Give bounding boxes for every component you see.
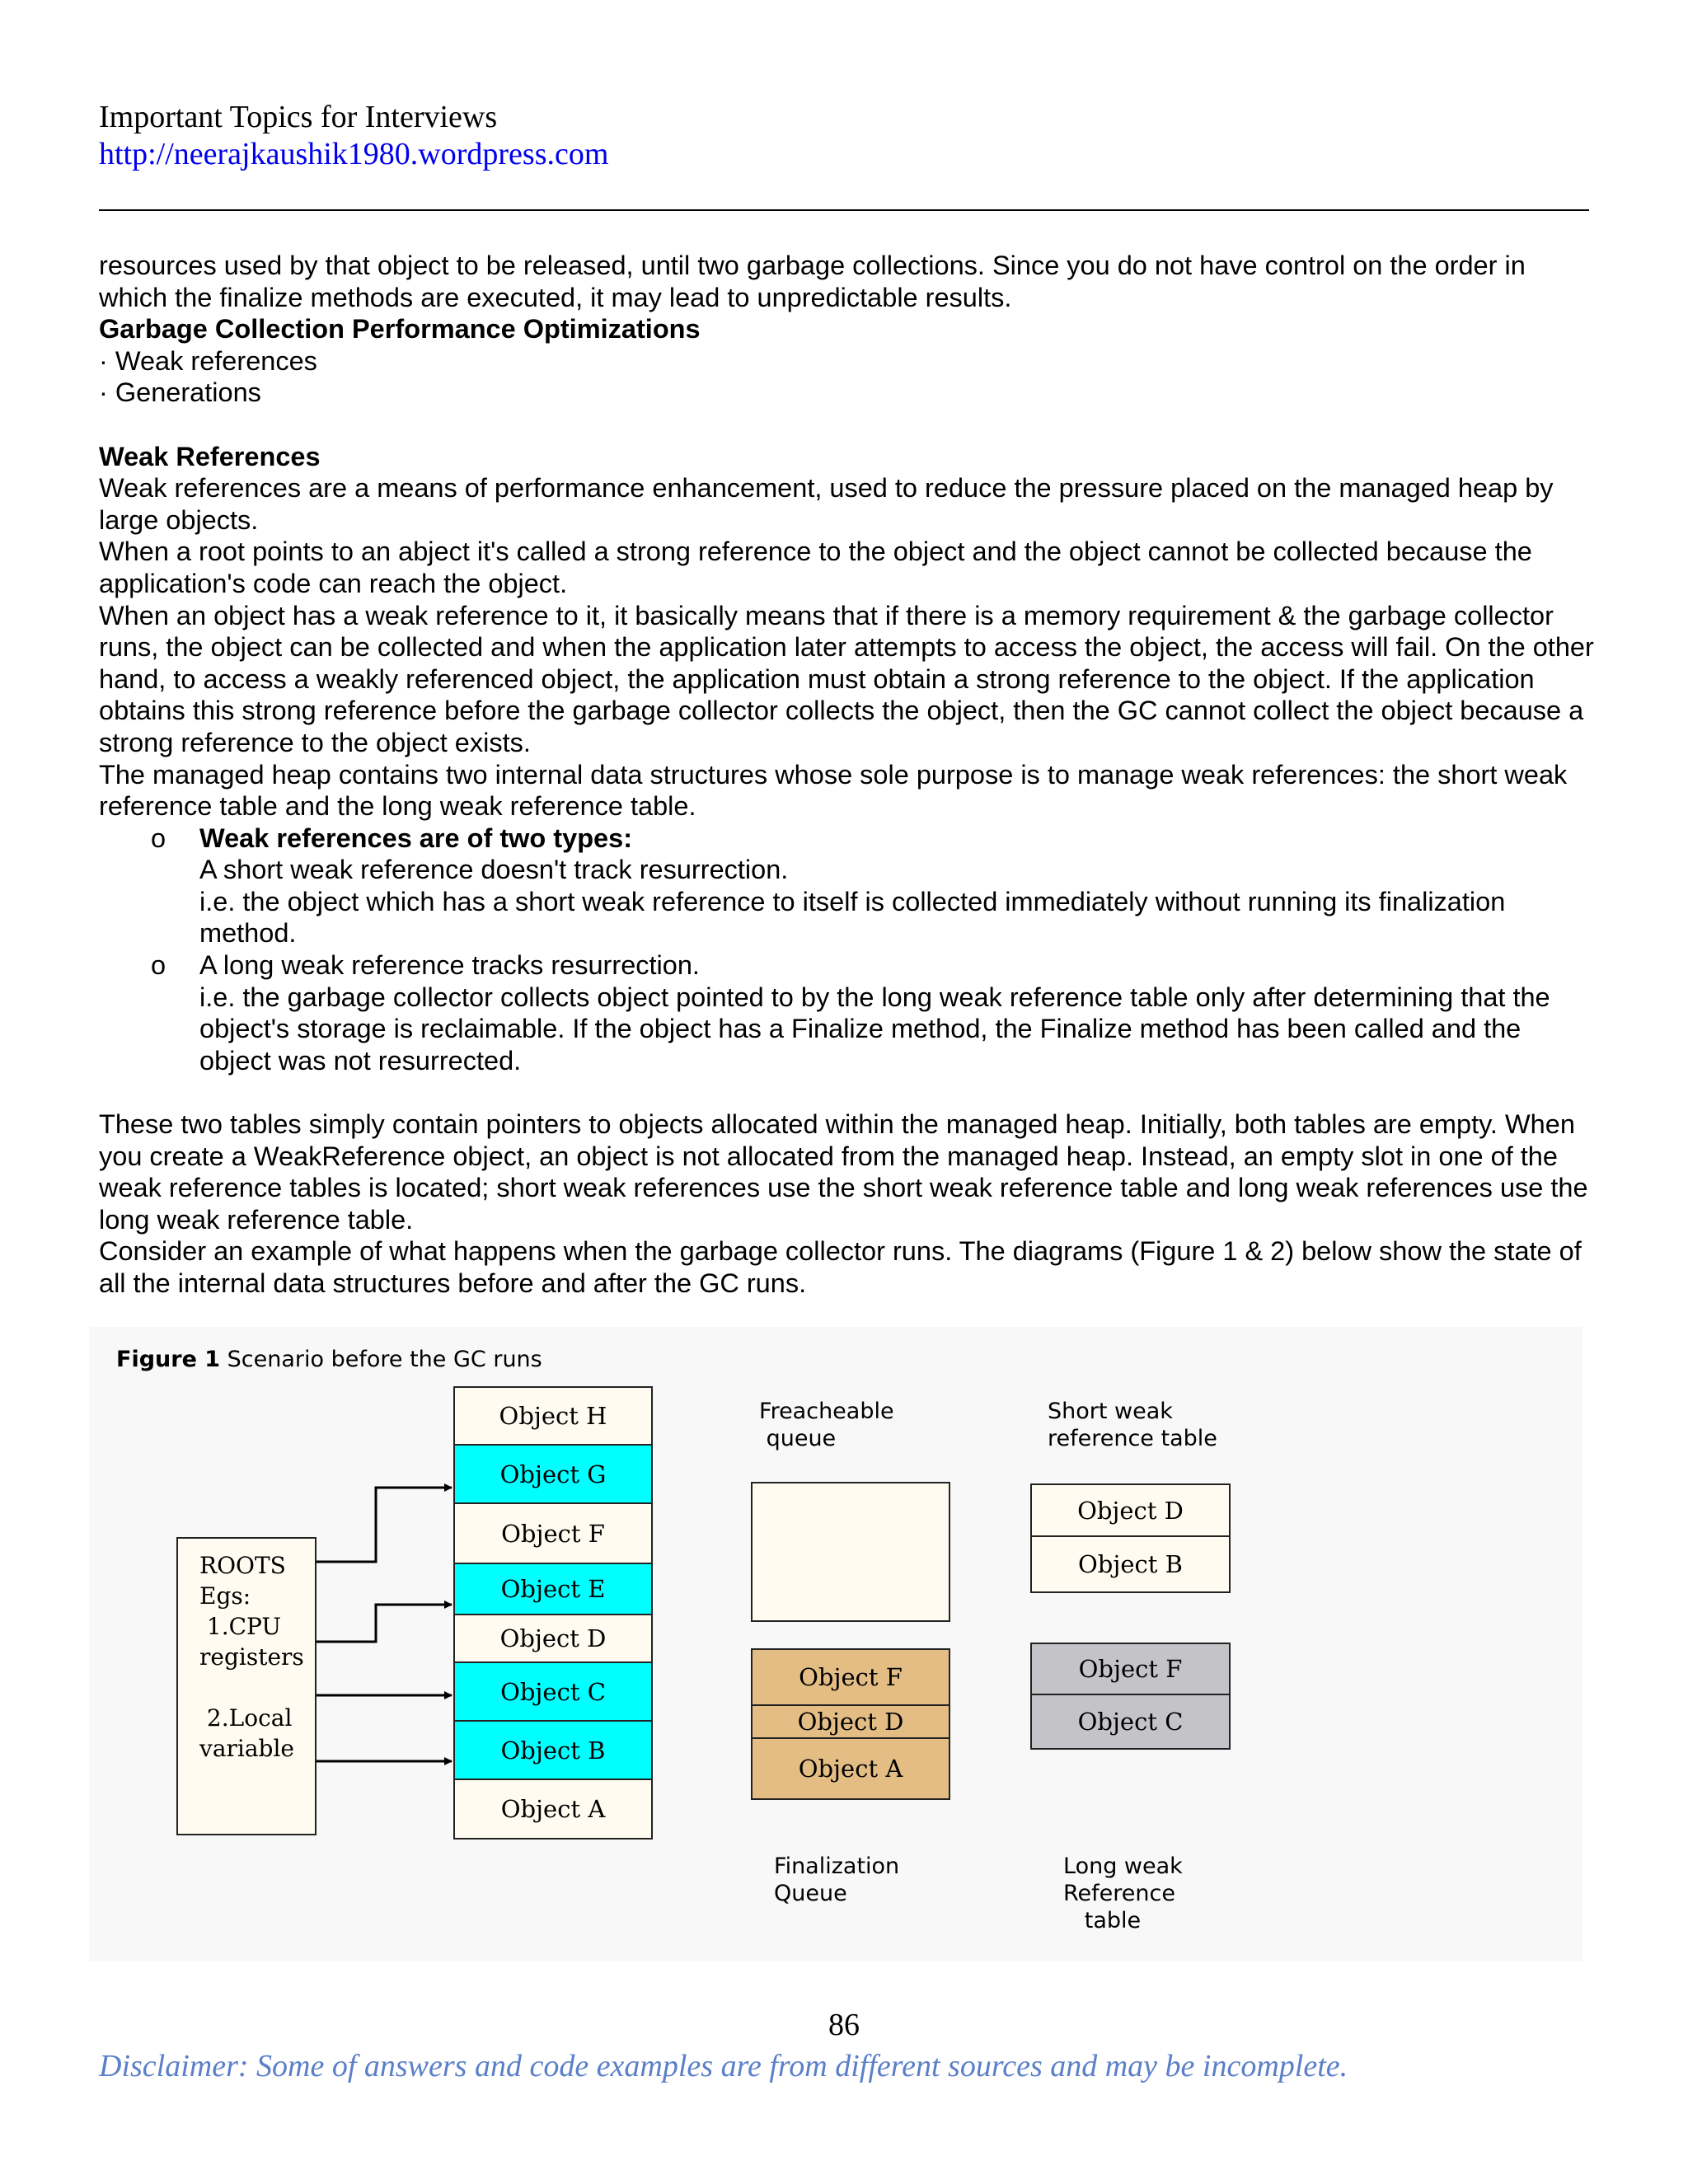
roots-line: 1.CPU bbox=[199, 1613, 281, 1640]
heap-object-c: Object C bbox=[453, 1661, 653, 1722]
sub-bullet-marker: o bbox=[151, 950, 166, 981]
roots-line: Egs: bbox=[199, 1582, 251, 1610]
spacer bbox=[99, 1076, 1595, 1108]
long-weak-object-c: Object C bbox=[1030, 1694, 1231, 1750]
heap-object-g: Object G bbox=[453, 1444, 653, 1504]
figure-caption-label: Figure 1 bbox=[116, 1347, 221, 1372]
page-number: 86 bbox=[828, 2008, 860, 2042]
header-divider bbox=[99, 209, 1589, 211]
short-weak-definition: A short weak reference doesn't track resurrection. bbox=[199, 855, 789, 885]
long-weak-definition: A long weak reference tracks resurrection. bbox=[199, 950, 700, 981]
paragraph-resources: resources used by that object to be released, until two garbage collections. Since you do not have control on the order in which the finalize methods are executed, it may lead to unpredictable results. bbox=[99, 251, 1526, 312]
paragraph-gc-example: Consider an example of what happens when the garbage collector runs. The diagrams (Figure 1 & 2) below show the state of all the internal data structures before and after the GC runs. bbox=[99, 1236, 1582, 1298]
list-item-generations: · Generations bbox=[99, 377, 261, 408]
list-item-weak-references: · Weak references bbox=[99, 345, 317, 376]
sub-bullet-marker: o bbox=[151, 823, 166, 853]
paragraph-strong-reference: When a root points to an abject it's called a strong reference to the object and the object cannot be collected because the application's code can reach the object. bbox=[99, 537, 1532, 598]
arrow-roots-to-object-e bbox=[316, 1605, 452, 1642]
short-weak-object-b: Object B bbox=[1030, 1535, 1231, 1593]
spacer bbox=[99, 409, 1595, 441]
finalization-object-d: Object D bbox=[751, 1704, 950, 1739]
freachable-queue-label: Freacheable queue bbox=[759, 1399, 894, 1451]
paragraph-weak-intro: Weak references are a means of performance enhancement, used to reduce the pressure placed on the managed heap by large objects. bbox=[99, 473, 1554, 535]
roots-line bbox=[199, 1672, 315, 1703]
arrow-roots-to-object-g bbox=[316, 1488, 452, 1562]
short-weak-explanation: i.e. the object which has a short weak reference to itself is collected immediately without running its finalization method. bbox=[199, 886, 1506, 949]
footer-disclaimer: Disclaimer: Some of answers and code examples are from different sources and may be incomplete. bbox=[99, 2049, 1348, 2083]
finalization-object-f: Object F bbox=[751, 1648, 950, 1706]
short-weak-object-d: Object D bbox=[1030, 1483, 1231, 1537]
heading-weak-references: Weak References bbox=[99, 441, 321, 471]
roots-line: 2.Local bbox=[199, 1704, 293, 1732]
figure-gc-before bbox=[89, 1327, 1582, 1961]
header-url-link[interactable]: http://neerajkaushik1980.wordpress.com bbox=[99, 137, 609, 171]
short-weak-table-label: Short weak reference table bbox=[1048, 1399, 1217, 1451]
heap-object-f: Object F bbox=[453, 1502, 653, 1564]
header-title: Important Topics for Interviews bbox=[99, 100, 498, 134]
figure-caption-text: Scenario before the GC runs bbox=[227, 1347, 542, 1372]
heap-object-d: Object D bbox=[453, 1614, 653, 1663]
roots-box bbox=[176, 1537, 316, 1835]
long-weak-table-label: Long weak Reference table bbox=[1063, 1854, 1183, 1933]
freachable-queue-box bbox=[751, 1482, 950, 1622]
body-text bbox=[99, 250, 1595, 1300]
finalization-queue-label: Finalization Queue bbox=[774, 1854, 900, 1906]
sub-list-item-short-weak bbox=[99, 823, 1595, 949]
heap-object-a: Object A bbox=[453, 1779, 653, 1840]
long-weak-explanation: i.e. the garbage collector collects object pointed to by the long weak reference table only after determining that the object's storage is reclaimable. If the object has a Finalize method, the Finalize method has been called and the object was not resurrected. bbox=[199, 982, 1550, 1076]
sub-heading-two-types: Weak references are of two types: bbox=[199, 823, 633, 853]
paragraph-weak-reference: When an object has a weak reference to it, it basically means that if there is a memory requirement & the garbage collector runs, the object can be collected and when the application later attempts to access the object, the access will fail. On the other hand, to access a weakly referenced object, the application must obtain a strong reference to the object. If the application obtains this strong reference before the garbage collector collects the object, then the GC cannot collect the object because a strong reference to the object exists. bbox=[99, 600, 1594, 757]
heading-gc-performance: Garbage Collection Performance Optimizations bbox=[99, 314, 701, 344]
heap-object-e: Object E bbox=[453, 1563, 653, 1615]
paragraph-tables-pointers: These two tables simply contain pointers to objects allocated within the managed heap. Initially, both tables are empty. When you create a WeakReference object, an object is not allocated from the managed heap. Instead, an empty slot in one of the weak reference tables is located; short weak references use the short weak reference table and long weak references use the long weak reference table. bbox=[99, 1109, 1588, 1235]
finalization-object-a: Object A bbox=[751, 1737, 950, 1800]
paragraph-internal-structures: The managed heap contains two internal data structures whose sole purpose is to manage weak references: the short weak reference table and the long weak reference table. bbox=[99, 759, 1568, 822]
roots-line: ROOTS bbox=[199, 1552, 286, 1579]
heap-object-b: Object B bbox=[453, 1720, 653, 1780]
sub-list-item-long-weak bbox=[99, 949, 1595, 1076]
long-weak-object-f: Object F bbox=[1030, 1643, 1231, 1695]
roots-line: variable bbox=[199, 1735, 294, 1762]
heap-object-h: Object H bbox=[453, 1386, 653, 1446]
roots-line: registers bbox=[199, 1643, 304, 1671]
